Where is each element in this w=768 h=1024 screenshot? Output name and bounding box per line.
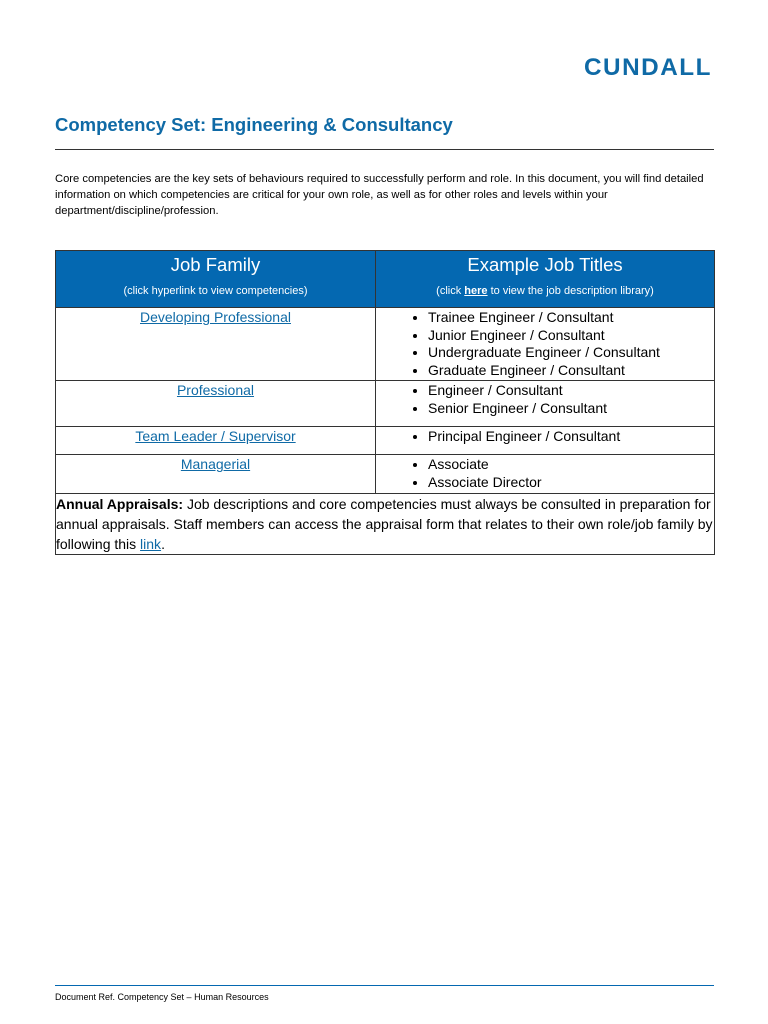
cundall-logo <box>584 52 714 80</box>
appraisal-label: Annual Appraisals: <box>56 495 184 512</box>
title-divider <box>55 149 714 150</box>
footer-text: Document Ref. Competency Set – Human Resources <box>55 992 269 1002</box>
appraisal-cell <box>56 493 715 554</box>
job-titles-sub-pre: (click <box>436 285 465 297</box>
job-titles-header <box>376 251 715 308</box>
table-row <box>56 308 715 381</box>
intro-paragraph: Core competencies are the key sets of behaviours required to successfully perform and role. In this document, you will find detailed information on which competencies are critical for your own role, as well as for other roles and levels within your department/discipline/profession. <box>55 173 704 217</box>
titles-cell <box>376 308 715 381</box>
list-item: • Graduate Engineer / Consultant <box>428 362 714 380</box>
job-description-library-link[interactable]: here <box>464 285 488 297</box>
list-item: • Engineer / Consultant <box>428 382 714 400</box>
list-item: • Junior Engineer / Consultant <box>428 327 714 345</box>
logo-text: CUNDALL <box>584 54 712 80</box>
list-item: • Trainee Engineer / Consultant <box>428 309 714 327</box>
titles-cell <box>376 455 715 493</box>
appraisal-end: . <box>161 535 165 552</box>
appraisal-row <box>56 493 715 554</box>
family-cell <box>56 427 376 455</box>
family-cell <box>56 455 376 493</box>
table-row <box>56 427 715 455</box>
family-cell <box>56 381 376 427</box>
job-titles-heading: Example Job Titles <box>467 254 623 275</box>
family-link-professional[interactable]: Professional <box>176 382 255 399</box>
list-item: • Senior Engineer / Consultant <box>428 400 714 418</box>
job-family-header <box>56 251 376 308</box>
list-item: • Undergraduate Engineer / Consultant <box>428 344 714 362</box>
family-link-developing-professional[interactable]: Developing Professional <box>140 309 291 325</box>
job-titles-subheading <box>376 284 714 298</box>
job-family-table <box>55 250 715 555</box>
list-item: • Associate <box>428 456 714 474</box>
job-family-heading: Job Family <box>170 254 261 275</box>
family-link-managerial[interactable]: Managerial <box>180 456 251 473</box>
list-item: • Principal Engineer / Consultant <box>428 428 714 446</box>
page-title: Competency Set: Engineering & Consultancy <box>55 114 453 135</box>
appraisal-form-link[interactable]: link <box>140 535 162 552</box>
job-titles-sub-post: to view the job description library) <box>487 285 654 297</box>
table-row <box>56 381 715 427</box>
titles-list <box>376 428 714 446</box>
family-link-team-leader[interactable]: Team Leader / Supervisor <box>135 428 296 445</box>
titles-list <box>376 382 714 417</box>
list-item: • Associate Director <box>428 474 714 492</box>
appraisal-text: Job descriptions and core competencies must always be consulted in preparation for annual appraisals. Staff members can access the appraisal form that relates to their own role/job family by following this <box>56 495 713 552</box>
titles-cell <box>376 427 715 455</box>
job-family-subheading: (click hyperlink to view competencies) <box>123 285 308 297</box>
family-cell <box>56 308 376 381</box>
footer-divider <box>55 985 714 986</box>
titles-list <box>376 456 714 491</box>
titles-list <box>376 309 714 379</box>
table-row <box>56 455 715 493</box>
titles-cell <box>376 381 715 427</box>
